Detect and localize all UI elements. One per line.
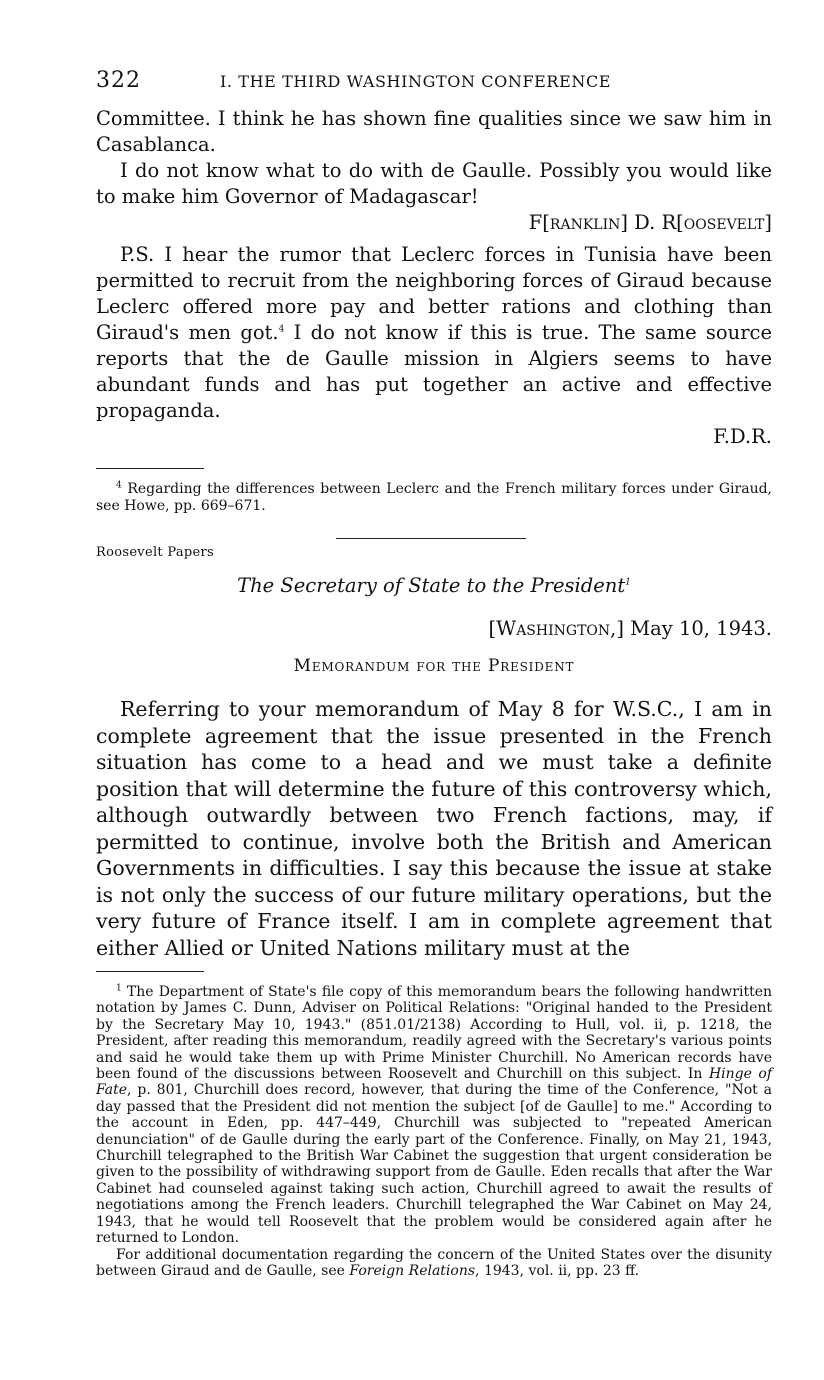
footnote-1: $^1$ The Department of State's file copy of this memorandum bears the following handwritten notation by James C. Dunn, Adviser on Political Relations: "Original handed to the President by the Secretary May 10, 1943." (851.01/2138) According to Hull, vol. ii, p. 1218, the President, after reading this memorandum, readily agreed with the Secretary's various points and said he would take them up with Prime Minister Churchill. No American records have been found of the discussions between Roosevelt and Churchill on this subject. In Hinge of Fate, p. 801, Churchill does record, however, that during the time of the Conference, "Not a day passed that the President did not mention the subject [of de Gaulle] to me." According to the account in Eden, pp. 447–449, Churchill was subjected to "repeated American denunciation" of de Gaulle during the early part of the Conference. Finally, on May 21, 1943, Churchill telegraphed to the British War Cabinet the suggestion that urgent consideration be given to the possibility of withdrawing support from de Gaulle. Eden recalls that after the War Cabinet had counseled against taking such action, Churchill agreed to await the results of negotiations among the French leaders. Churchill telegraphed the War Cabinet on May 24, 1943, that he would tell Roosevelt that the problem would be considered again after he returned to London. xyxy=(96,983,773,1247)
footnote-marker: 4 xyxy=(278,324,285,335)
letter-paragraph: I do not know what to do with de Gaulle. Possibly you would like to make him Governor of Madagascar! xyxy=(96,159,772,208)
running-head: I. THE THIRD WASHINGTON CONFERENCE xyxy=(220,72,612,91)
memo-body: Referring to your memorandum of May 8 for W.S.C., I am in complete agreement that the issue presented in the French situation has come to a head and we must take a definite position that will determine the future of this controversy which, although outwardly between two French factions, may, if permitted to continue, involve both the British and American Governments in difficulties. I say this because the issue at stake is not only the success of our future military operations, but the very future of France itself. I am in complete agreement that either Allied or United Nations military must at the xyxy=(96,697,772,960)
section-divider xyxy=(336,538,526,539)
letter-paragraph: Committee. I think he has shown fine qualities since we saw him in Casablanca. xyxy=(96,107,772,156)
page-number: 322 xyxy=(96,68,141,93)
letter-signature: F[ranklin] D. R[oosevelt] xyxy=(528,211,772,234)
footnote-marker: 1 xyxy=(625,577,631,588)
document-title: The Secretary of State to the President$^1$ xyxy=(237,574,631,597)
document-source: Roosevelt Papers xyxy=(96,545,214,560)
date-line: [Washington,] May 10, 1943. xyxy=(488,617,772,640)
postscript-signature: F.D.R. xyxy=(713,425,772,448)
document-page xyxy=(96,66,772,1279)
page-header xyxy=(96,66,772,106)
postscript-paragraph: P.S. I hear the rumor that Leclerc forces in Tunisia have been permitted to recruit from the neighboring forces of Giraud because Leclerc offered more pay and better rations and clothing than Giraud's men got.$^4$ I do not know if this is true. The same source reports that the de Gaulle mission in Algiers seems to have abundant funds and has put together an active and effective propaganda. xyxy=(96,243,772,422)
footnote-rule xyxy=(96,971,204,972)
memo-heading: Memorandum for the President xyxy=(293,656,575,676)
footnote-4: $^4$ Regarding the differences between Leclerc and the French military forces under Giraud, see Howe, pp. 669–671. xyxy=(96,480,772,514)
footnote-rule xyxy=(96,468,204,469)
footnote-1-continued: For additional documentation regarding the concern of the United States over the disunity between Giraud and de Gaulle, see Foreign Relations, 1943, vol. ii, pp. 23 ff. xyxy=(96,1246,772,1279)
